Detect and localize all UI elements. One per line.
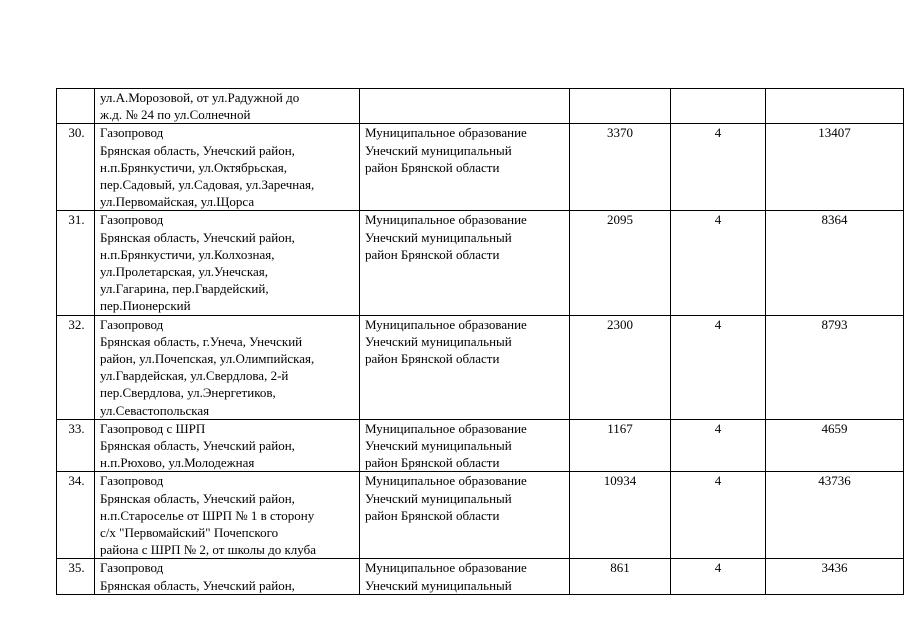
table-row	[57, 124, 904, 211]
diameter-cell	[671, 89, 766, 124]
object-description-cell-line: Брянская область, г.Унеча, Унечский	[100, 333, 303, 349]
object-description-cell	[95, 89, 360, 124]
object-description-cell-line: Газопровод	[100, 560, 164, 576]
length-cell: 3370	[570, 124, 671, 211]
owner-cell-line: район Брянской области	[365, 507, 500, 523]
object-description-cell-line: Брянская область, Унечский район,	[100, 490, 295, 506]
owner-cell	[360, 472, 570, 559]
row-number-cell: 34.	[57, 472, 95, 559]
object-description-cell-line: Газопровод	[100, 212, 164, 228]
owner-cell	[360, 211, 570, 315]
owner-cell-line: Унечский муниципальный	[365, 438, 512, 454]
row-number-cell: 32.	[57, 315, 95, 419]
property-table	[56, 88, 904, 595]
object-description-cell-line: Газопровод с ШРП	[100, 420, 206, 436]
owner-cell-line: район Брянской области	[365, 455, 500, 471]
object-description-cell-line: ж.д. № 24 по ул.Солнечной	[100, 107, 251, 123]
cost-cell: 8793	[766, 315, 904, 419]
object-description-cell-line: Газопровод	[100, 316, 164, 332]
owner-cell-line: район Брянской области	[365, 351, 500, 367]
object-description-cell-line: пер.Свердлова, ул.Энергетиков,	[100, 385, 276, 401]
row-number-cell: 35.	[57, 559, 95, 594]
owner-cell-line: Унечский муниципальный	[365, 142, 512, 158]
object-description-cell	[95, 472, 360, 559]
owner-cell	[360, 315, 570, 419]
object-description-cell-line: Брянская область, Унечский район,	[100, 438, 295, 454]
object-description-cell-line: н.п.Брянкустичи, ул.Октябрьская,	[100, 159, 287, 175]
object-description-cell-line: Брянская область, Унечский район,	[100, 229, 295, 245]
object-description-cell	[95, 211, 360, 315]
object-description-cell-line: район, ул.Почепская, ул.Олимпийская,	[100, 351, 315, 367]
object-description-cell-line: н.п.Рюхово, ул.Молодежная	[100, 455, 255, 471]
diameter-cell: 4	[671, 559, 766, 594]
row-number-cell: 33.	[57, 419, 95, 472]
row-number-cell: 31.	[57, 211, 95, 315]
object-description-cell-line: Газопровод	[100, 125, 164, 141]
table-row	[57, 89, 904, 124]
table-row	[57, 315, 904, 419]
table-body	[57, 89, 904, 595]
owner-cell-line: Муниципальное образование	[365, 473, 527, 489]
owner-cell-line: Унечский муниципальный	[365, 229, 512, 245]
owner-cell-line: Муниципальное образование	[365, 316, 527, 332]
table-row	[57, 472, 904, 559]
owner-cell	[360, 89, 570, 124]
object-description-cell-line: ул.Севастопольская	[100, 402, 210, 418]
row-number-cell: 30.	[57, 124, 95, 211]
row-number-cell	[57, 89, 95, 124]
object-description-cell-line: с/х "Первомайский" Почепского	[100, 525, 279, 541]
object-description-cell-line: Брянская область, Унечский район,	[100, 577, 295, 593]
cost-cell: 8364	[766, 211, 904, 315]
owner-cell-line: район Брянской области	[365, 246, 500, 262]
object-description-cell-line: н.п.Брянкустичи, ул.Колхозная,	[100, 246, 275, 262]
table-row	[57, 211, 904, 315]
owner-cell	[360, 559, 570, 594]
object-description-cell-line: н.п.Староселье от ШРП № 1 в сторону	[100, 507, 315, 523]
table-row	[57, 419, 904, 472]
owner-cell	[360, 124, 570, 211]
length-cell: 10934	[570, 472, 671, 559]
object-description-cell-line: пер.Садовый, ул.Садовая, ул.Заречная,	[100, 177, 315, 193]
object-description-cell-line: ул.Гагарина, пер.Гвардейский,	[100, 281, 269, 297]
diameter-cell: 4	[671, 419, 766, 472]
length-cell: 2300	[570, 315, 671, 419]
object-description-cell	[95, 559, 360, 594]
diameter-cell: 4	[671, 472, 766, 559]
length-cell	[570, 89, 671, 124]
cost-cell: 3436	[766, 559, 904, 594]
object-description-cell	[95, 124, 360, 211]
object-description-cell-line: района с ШРП № 2, от школы до клуба	[100, 542, 316, 558]
diameter-cell: 4	[671, 315, 766, 419]
owner-cell-line: район Брянской области	[365, 159, 500, 175]
object-description-cell	[95, 419, 360, 472]
object-description-cell-line: Газопровод	[100, 473, 164, 489]
object-description-cell-line: ул.А.Морозовой, от ул.Радужной до	[100, 90, 300, 105]
owner-cell-line: Унечский муниципальный	[365, 490, 512, 506]
owner-cell-line: Муниципальное образование	[365, 212, 527, 228]
length-cell: 2095	[570, 211, 671, 315]
diameter-cell: 4	[671, 124, 766, 211]
cost-cell: 43736	[766, 472, 904, 559]
owner-cell-line: Унечский муниципальный	[365, 333, 512, 349]
owner-cell	[360, 419, 570, 472]
object-description-cell-line: ул.Гвардейская, ул.Свердлова, 2-й	[100, 368, 289, 384]
diameter-cell: 4	[671, 211, 766, 315]
owner-cell-line: Муниципальное образование	[365, 420, 527, 436]
length-cell: 861	[570, 559, 671, 594]
object-description-cell-line: пер.Пионерский	[100, 298, 191, 314]
owner-cell-line: Муниципальное образование	[365, 125, 527, 141]
object-description-cell-line: ул.Пролетарская, ул.Унечская,	[100, 264, 268, 280]
object-description-cell	[95, 315, 360, 419]
owner-cell-line: Муниципальное образование	[365, 560, 527, 576]
length-cell: 1167	[570, 419, 671, 472]
owner-cell-line: Унечский муниципальный	[365, 577, 512, 593]
object-description-cell-line: Брянская область, Унечский район,	[100, 142, 295, 158]
cost-cell: 13407	[766, 124, 904, 211]
cost-cell: 4659	[766, 419, 904, 472]
object-description-cell-line: ул.Первомайская, ул.Щорса	[100, 194, 255, 210]
cost-cell	[766, 89, 904, 124]
table-row	[57, 559, 904, 594]
